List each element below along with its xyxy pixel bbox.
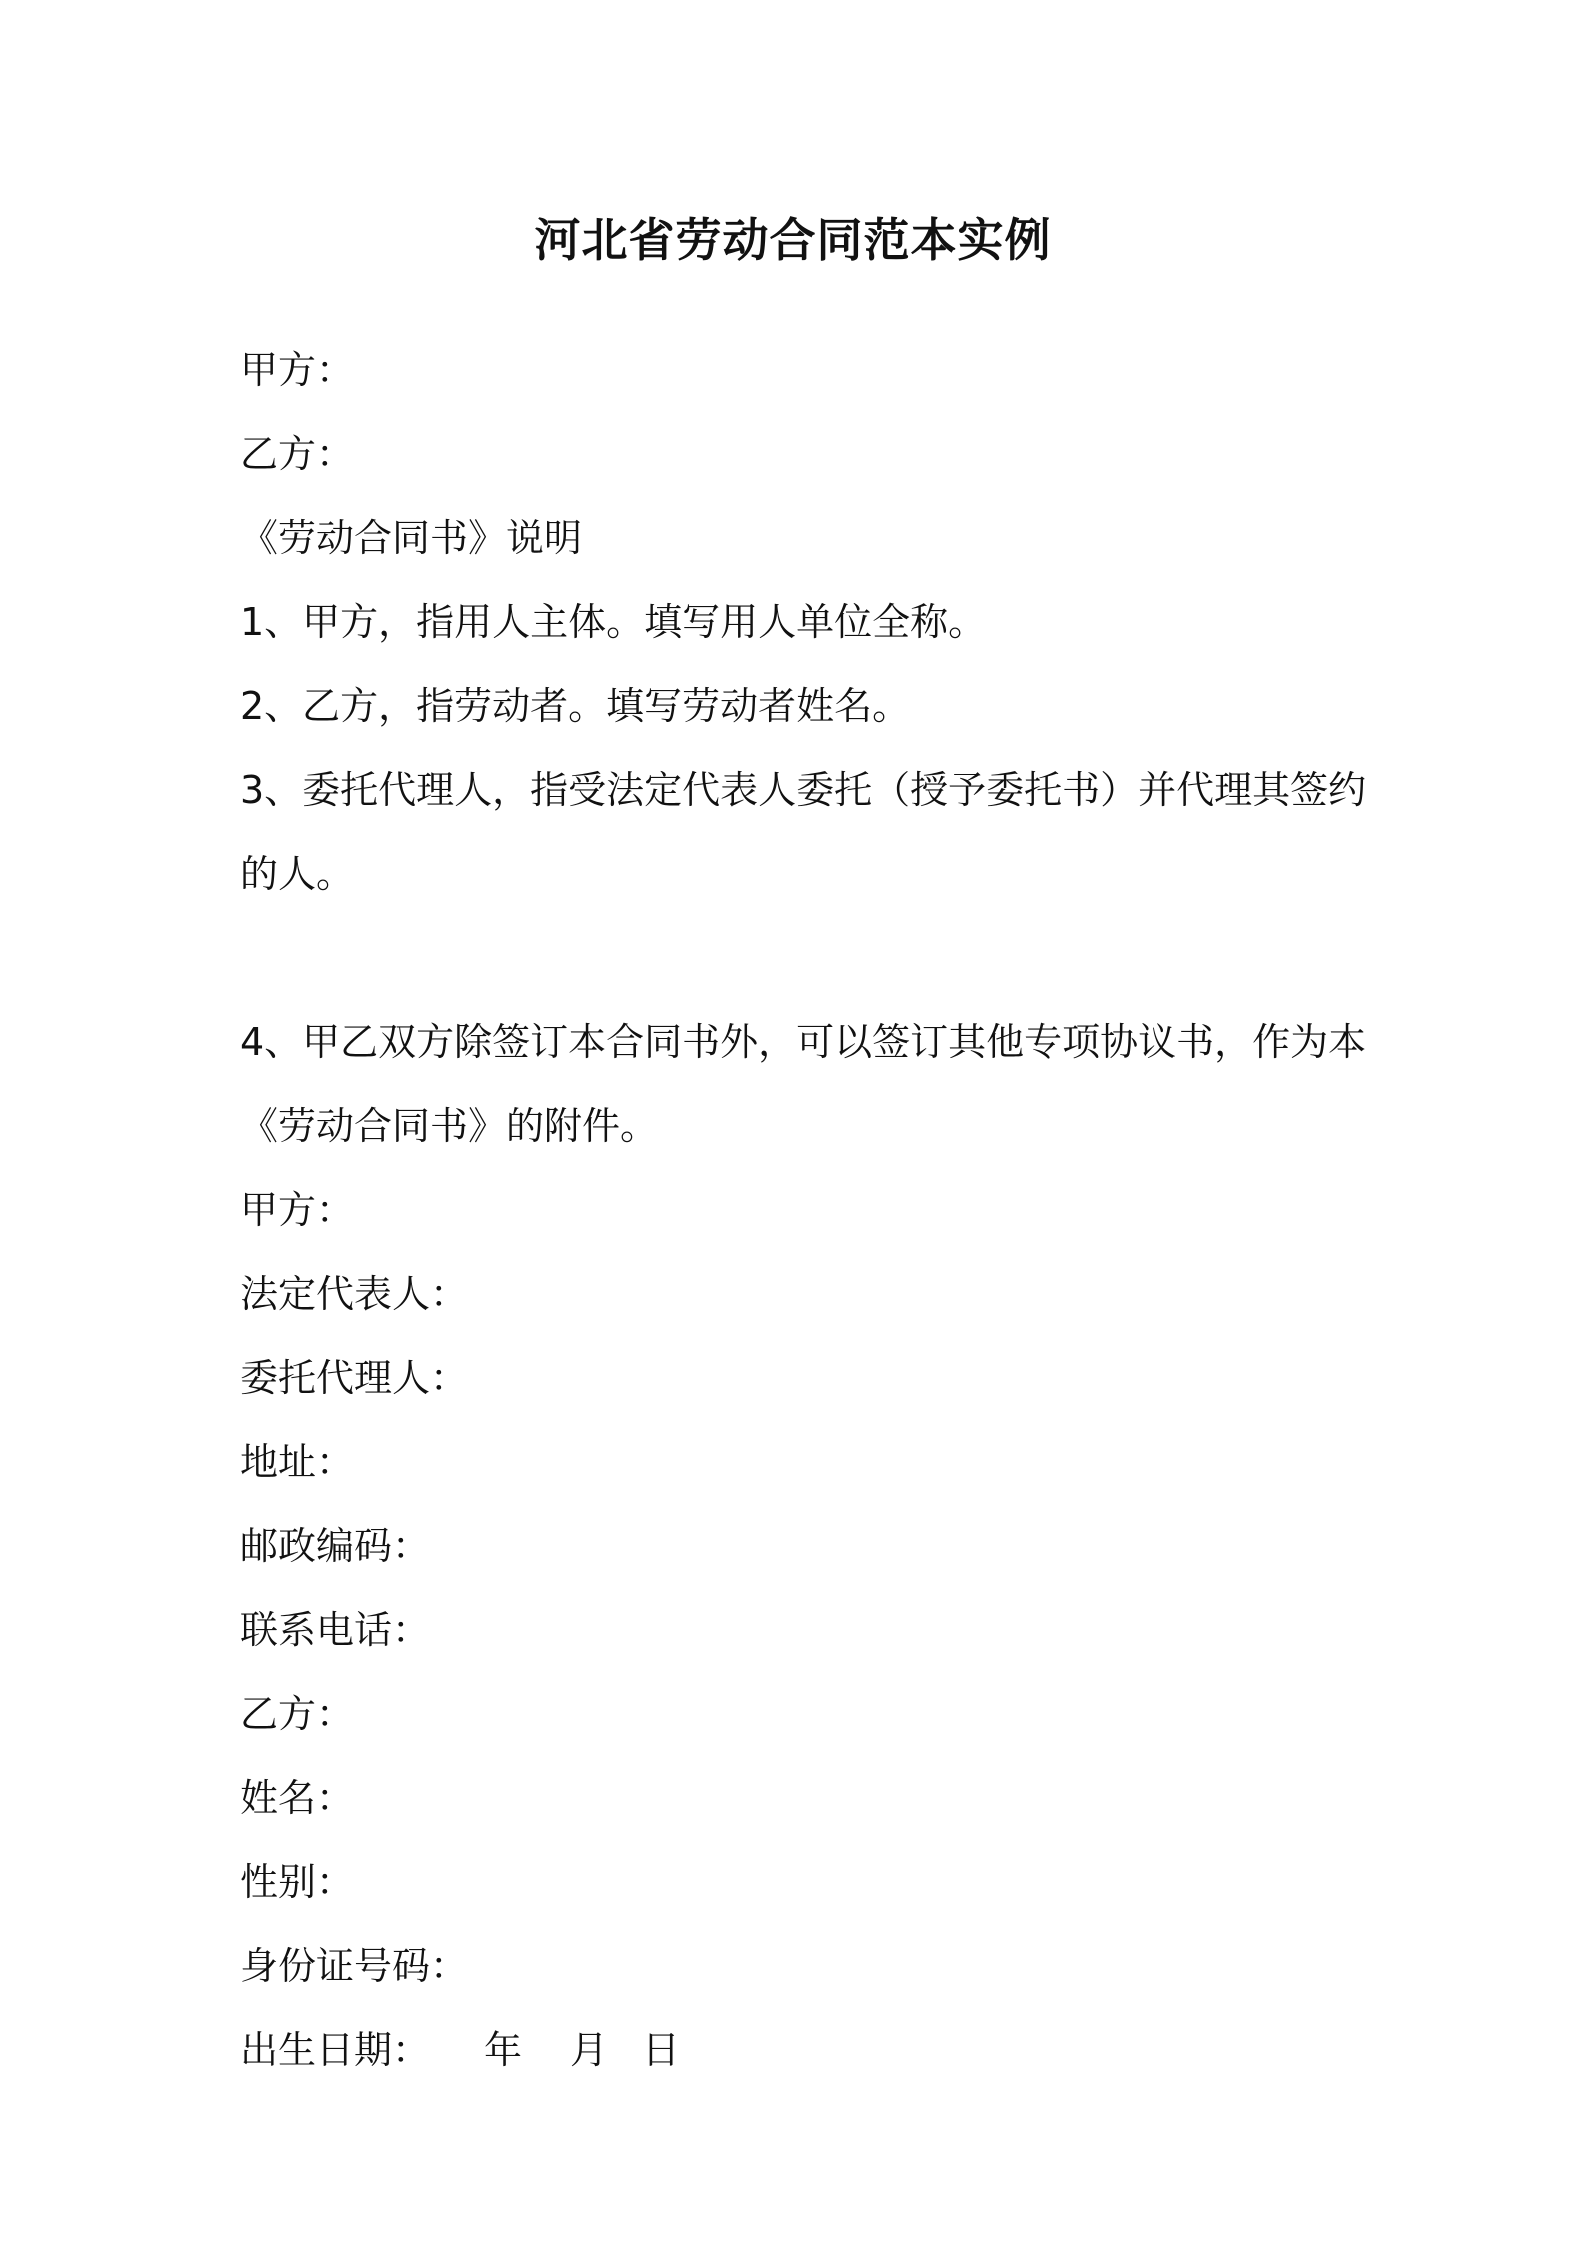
- name-label: 姓名：: [240, 1776, 355, 1820]
- paragraph-spacer: [240, 916, 1360, 1000]
- birth-date-label: 出生日期：: [240, 2028, 431, 2072]
- party-a-line: 甲方：: [240, 348, 355, 392]
- postal-code-label: 邮政编码：: [240, 1524, 431, 1568]
- gender-label: 性别：: [240, 1860, 355, 1904]
- id-number-label: 身份证号码：: [240, 1944, 469, 1988]
- birth-month-label: 月: [570, 2028, 609, 2072]
- explanation-item-4: 4、甲乙双方除签订本合同书外，可以签订其他专项协议书，作为本: [240, 1020, 1367, 1064]
- party-a-signature-label: 甲方：: [240, 1188, 355, 1232]
- explanation-item-3: 3、委托代理人，指受法定代表人委托（授予委托书）并代理其签约: [240, 768, 1367, 812]
- birth-year-label: 年: [484, 2028, 523, 2072]
- birth-date-line: [240, 2008, 1360, 2092]
- phone-label: 联系电话：: [240, 1608, 431, 1652]
- explanation-item-2: 2、乙方，指劳动者。填写劳动者姓名。: [240, 684, 911, 728]
- explanation-item-3-continued: 的人。: [240, 852, 355, 896]
- party-b-line: 乙方：: [240, 432, 355, 476]
- document-title: 河北省劳动合同范本实例: [534, 213, 1052, 267]
- birth-day-label: 日: [642, 2028, 681, 2072]
- document-body: [240, 328, 1367, 2092]
- authorized-agent-label: 委托代理人：: [240, 1356, 469, 1400]
- explanation-item-4-continued: 《劳动合同书》的附件。: [240, 1104, 659, 1148]
- party-b-signature-label: 乙方：: [240, 1692, 355, 1736]
- contract-explanation-heading: 《劳动合同书》说明: [240, 516, 583, 560]
- explanation-item-1: 1、甲方，指用人主体。填写用人单位全称。: [240, 600, 987, 644]
- address-label: 地址：: [240, 1440, 355, 1484]
- legal-representative-label: 法定代表人：: [240, 1272, 469, 1316]
